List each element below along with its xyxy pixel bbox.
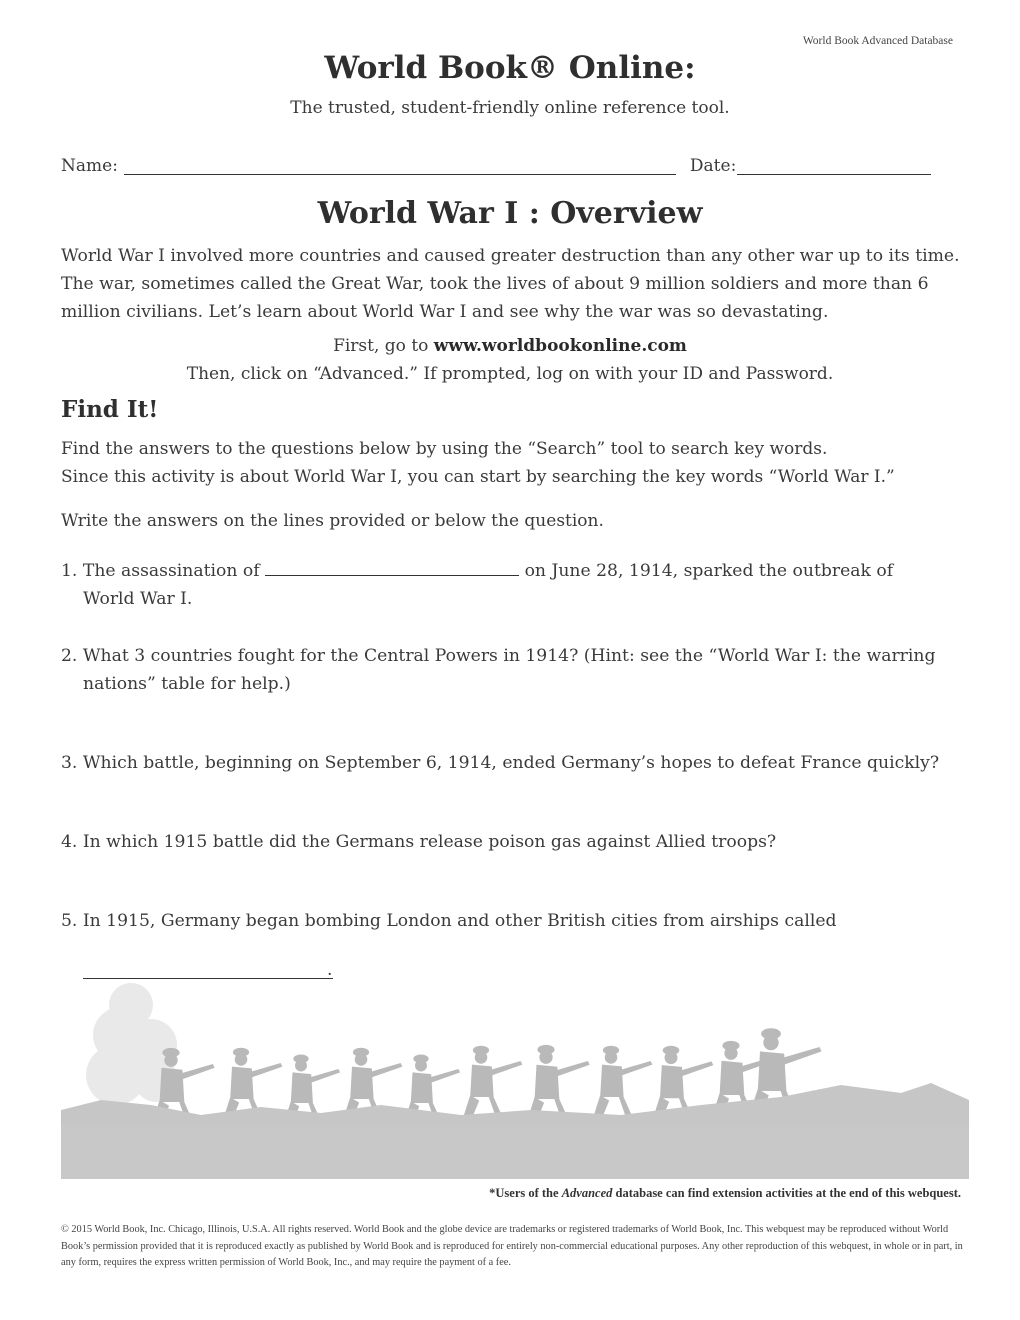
intro-paragraph: World War I involved more countries and caused greater destruction than any other war up to its time. The war, sometimes called the Great War, took the lives of about 9 million soldiers and more than 6 million civilians. Let’s learn about World War I and see why the war was so devastating. xyxy=(61,246,960,322)
question-2-continuation: nations” table for help.) xyxy=(83,674,291,694)
database-label: World Book Advanced Database xyxy=(802,35,953,47)
question-5: 5. In 1915, Germany began bombing London and other British cities from airships called xyxy=(61,911,837,931)
extension-note-suffix: database can find extension activities at the end of this webquest. xyxy=(612,1186,961,1200)
question-1-end: on June 28, 1914, sparked the outbreak of xyxy=(524,561,894,581)
question-5-period: . xyxy=(327,960,333,980)
find-it-line-2: Since this activity is about World War I, you can start by searching the key words “World War I.” xyxy=(61,467,895,487)
page-title: World Book® Online: xyxy=(324,50,696,86)
question-5-blank[interactable] xyxy=(83,960,333,979)
find-it-line-3: Write the answers on the lines provided or below the question. xyxy=(61,511,604,531)
extension-note-prefix: *Users of the xyxy=(489,1186,562,1200)
question-1 xyxy=(61,557,951,613)
question-3: 3. Which battle, beginning on September 6, 1914, ended Germany’s hopes to defeat France quickly? xyxy=(61,753,940,773)
question-4: 4. In which 1915 battle did the Germans release poison gas against Allied troops? xyxy=(61,832,777,852)
question-2-text: 2. What 3 countries fought for the Central Powers in 1914? (Hint: see the “World War I: the warring xyxy=(61,646,936,666)
name-label: Name: xyxy=(61,156,118,176)
date-label: Date: xyxy=(689,156,737,176)
find-it-line-1: Find the answers to the questions below by using the “Search” tool to search key words. xyxy=(61,439,828,459)
question-1-blank[interactable] xyxy=(265,575,519,576)
section-title: World War I : Overview xyxy=(317,196,703,231)
go-to-prefix: First, go to xyxy=(333,336,434,356)
date-field[interactable] xyxy=(737,173,931,175)
login-instructions: Then, click on “Advanced.” If prompted, log on with your ID and Password. xyxy=(186,364,834,384)
question-1-start: 1. The assassination of xyxy=(61,561,260,581)
extension-note xyxy=(489,1186,961,1201)
name-field[interactable] xyxy=(124,173,676,175)
copyright-notice: © 2015 World Book, Inc. Chicago, Illinois, U.S.A. All rights reserved. World Book and the globe device are trademarks or registered trademarks of World Book, Inc. This webquest may be reproduced without World Book’s permission provided that it is reproduced exactly as published by World Book and is reproduced for entirely non-commercial educational purposes. Any other reproduction of this webquest, in whole or in part, in any form, requires the express written permission of World Book, Inc., and may require the payment of a fee. xyxy=(61,1224,963,1268)
find-it-heading: Find It! xyxy=(61,396,159,423)
question-2 xyxy=(61,642,951,698)
website-link[interactable]: www.worldbookonline.com xyxy=(433,336,687,356)
ground-base xyxy=(61,1125,969,1179)
page-subtitle: The trusted, student-friendly online reference tool. xyxy=(290,98,730,118)
soldiers-silhouette-illustration xyxy=(61,965,969,1179)
extension-note-advanced: Advanced xyxy=(561,1186,613,1200)
go-to-line xyxy=(0,336,1020,356)
question-1-continuation: World War I. xyxy=(83,589,193,609)
name-date-row xyxy=(61,156,961,176)
